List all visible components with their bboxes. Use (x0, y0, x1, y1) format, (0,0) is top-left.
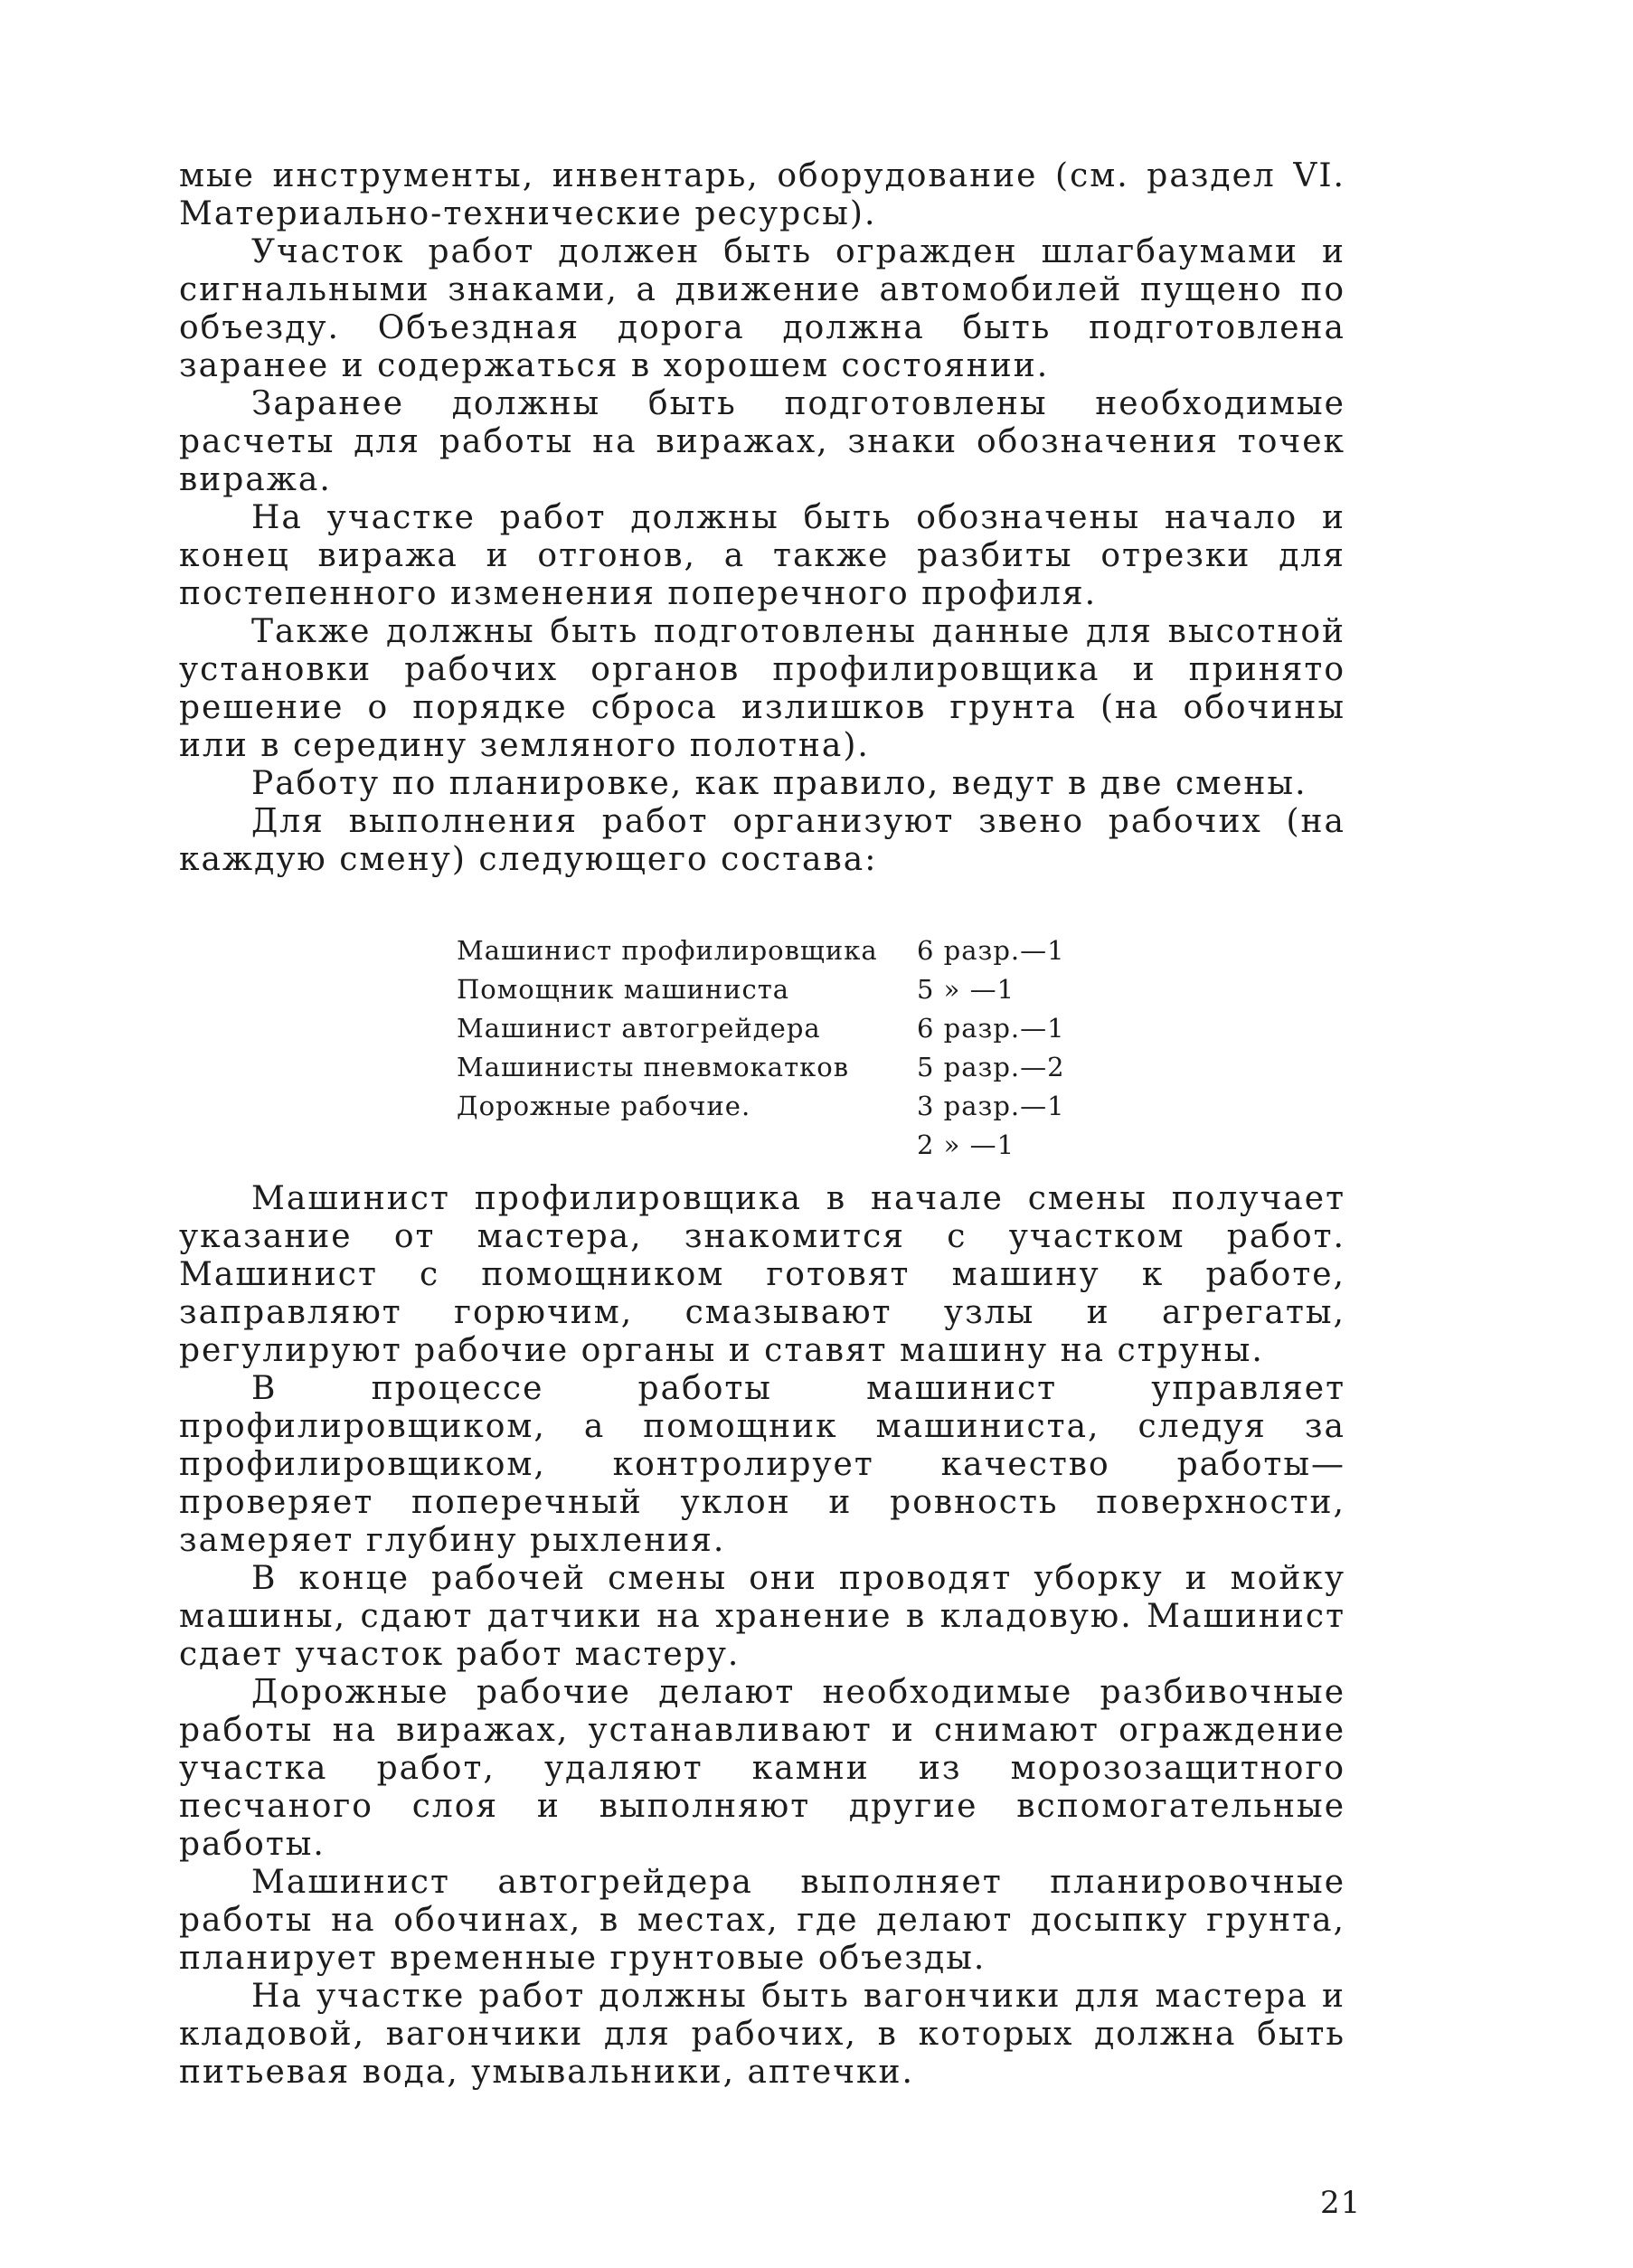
paragraph: Дорожные рабочие делают необходимые разбивочные работы на виражах, устанавливают и снимают ограждение участка работ, удаляют камни из морозозащитного песчаного слоя и выполняют другие вспомогательные работы. (179, 1674, 1345, 1863)
crew-grade: 3 разр.—1 (917, 1091, 1065, 1121)
text-block-bottom (179, 1180, 1345, 2092)
crew-grade: 5 » —1 (917, 974, 1015, 1005)
paragraph: Также должны быть подготовлены данные для высотной установки рабочих органов профилировщика и принято решение о порядке сброса излишков грунта (на обочины или в середину земляного полотна). (179, 613, 1345, 764)
crew-role: Машинист профилировщика (457, 935, 878, 966)
paragraph: На участке работ должны быть обозначены начало и конец виража и отгонов, а также разбиты отрезки для постепенного изменения поперечного профиля. (179, 499, 1345, 612)
crew-grade: 5 разр.—2 (917, 1052, 1065, 1082)
paragraph: Работу по планировке, как правило, ведут в две смены. (251, 765, 1307, 802)
table-row (457, 1087, 1065, 1126)
table-row (457, 1009, 1065, 1048)
crew-composition-table (457, 931, 1065, 1165)
paragraph: В конце рабочей смены они проводят уборку и мойку машины, сдают датчики на хранение в кладовую. Машинист сдает участок работ мастеру. (179, 1560, 1345, 1673)
paragraph: Машинист профилировщика в начале смены получает указание от мастера, знакомится с участком работ. Машинист с помощником готовят машину к работе, заправляют горючим, смазывают узлы и агрегаты, регулируют рабочие органы и ставят машину на струны. (179, 1180, 1345, 1369)
crew-role: Машинист автогрейдера (457, 1013, 821, 1044)
table-row (457, 1126, 1065, 1165)
table-row (457, 931, 1065, 970)
page-number: 21 (1320, 2185, 1362, 2221)
paragraph: мые инструменты, инвентарь, оборудование (см. раздел VI. Материально-технические ресурсы). (179, 157, 1345, 232)
paragraph: Участок работ должен быть огражден шлагбаумами и сигнальными знаками, а движение автомобилей пущено по объезду. Объездная дорога должна быть подготовлена заранее и содержаться в хорошем состоянии. (179, 233, 1345, 384)
crew-role: Дорожные рабочие. (457, 1091, 751, 1121)
paragraph: На участке работ должны быть вагончики для мастера и кладовой, вагончики для рабочих, в которых должна быть питьевая вода, умывальники, аптечки. (179, 1978, 1345, 2091)
crew-grade: 2 » —1 (917, 1129, 1015, 1160)
crew-grade: 6 разр.—1 (917, 935, 1065, 966)
paragraph: Заранее должны быть подготовлены необходимые расчеты для работы на виражах, знаки обозначения точек виража. (179, 385, 1345, 498)
table-row (457, 1048, 1065, 1087)
crew-grade: 6 разр.—1 (917, 1013, 1065, 1044)
text-block-top (179, 157, 1345, 879)
table-row (457, 970, 1065, 1009)
paragraph: Для выполнения работ организуют звено рабочих (на каждую смену) следующего состава: (179, 803, 1345, 878)
paragraph: Машинист автогрейдера выполняет планировочные работы на обочинах, в местах, где делают досыпку грунта, планирует временные грунтовые объезды. (179, 1864, 1345, 1977)
crew-role: Машинисты пневмокатков (457, 1052, 850, 1082)
crew-role: Помощник машиниста (457, 974, 790, 1005)
crew-role (457, 1126, 913, 1165)
paragraph: В процессе работы машинист управляет профилировщиком, а помощник машиниста, следуя за профилировщиком, контролирует качество работы—проверяет поперечный уклон и ровность поверхности, замеряет глубину рыхления. (179, 1370, 1345, 1559)
